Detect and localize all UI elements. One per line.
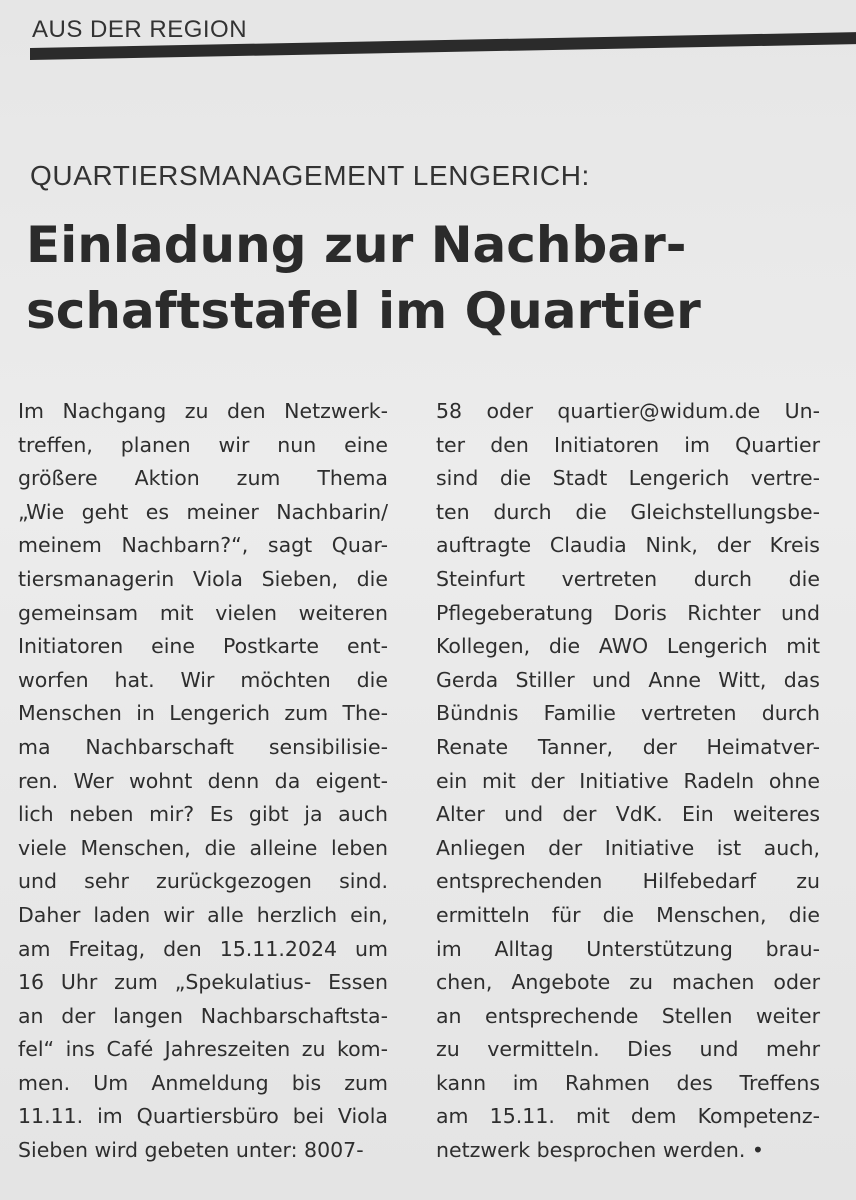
body-text-line: am 15.11. mit dem Kompetenz- — [436, 1104, 820, 1129]
body-text-line: an entsprechende Stellen weiter — [436, 1003, 820, 1028]
body-text-line: Daher laden wir alle herzlich ein, — [18, 902, 388, 927]
body-text-line: gemeinsam mit vielen weiteren — [18, 600, 388, 625]
section-label: AUS DER REGION — [32, 16, 248, 43]
article-kicker: QUARTIERSMANAGEMENT LENGERICH: — [30, 160, 590, 191]
section-header — [30, 14, 856, 66]
article-headline — [26, 212, 836, 344]
body-text-line: netzwerk besprochen werden. • — [436, 1138, 765, 1163]
body-text-line: kann im Rahmen des Treffens — [436, 1070, 820, 1095]
body-text-line: an der langen Nachbarschaftsta- — [18, 1003, 388, 1028]
body-text-line: ten durch die Gleichstellungsbe- — [436, 499, 820, 524]
body-text-line: viele Menschen, die alleine leben — [18, 835, 388, 860]
article-column-left — [18, 395, 388, 1168]
body-text-line: Kollegen, die AWO Lengerich mit — [436, 634, 820, 659]
body-text-line: ter den Initiatoren im Quartier — [436, 432, 820, 457]
body-text-line: ma Nachbarschaft sensibilisie- — [18, 734, 388, 759]
body-text-line: worfen hat. Wir möchten die — [18, 667, 388, 692]
body-text-line: Bündnis Familie vertreten durch — [436, 701, 820, 726]
body-text-line: „Wie geht es meiner Nachbarin/ — [18, 499, 388, 524]
body-text-line: men. Um Anmeldung bis zum — [18, 1070, 388, 1095]
body-text-line: Pflegeberatung Doris Richter und — [436, 600, 820, 625]
body-text-line: ren. Wer wohnt denn da eigent- — [18, 768, 388, 793]
body-text-line: am Freitag, den 15.11.2024 um — [18, 936, 388, 961]
body-text-line: lich neben mir? Es gibt ja auch — [18, 802, 388, 827]
body-text-line: im Alltag Unterstützung brau- — [436, 936, 820, 961]
body-text-line: 16 Uhr zum „Spekulatius- Essen — [18, 970, 388, 995]
body-text-line: 58 oder quartier@widum.de Un- — [436, 399, 820, 423]
body-text-line: 11.11. im Quartiersbüro bei Viola — [18, 1104, 388, 1129]
body-text-line: und sehr zurückgezogen sind. — [18, 869, 388, 894]
body-text-line: ein mit der Initiative Radeln ohne — [436, 768, 820, 793]
body-text-line: Steinfurt vertreten durch die — [436, 566, 820, 591]
body-text-line: Gerda Stiller und Anne Witt, das — [436, 667, 820, 692]
body-text-line: entsprechenden Hilfebedarf zu — [436, 869, 820, 894]
body-text-line: größere Aktion zum Thema — [18, 466, 388, 491]
body-text-line: zu vermitteln. Dies und mehr — [436, 1037, 820, 1062]
body-text-line: auftragte Claudia Nink, der Kreis — [436, 533, 820, 558]
body-text-line: treffen, planen wir nun eine — [18, 432, 388, 457]
body-text-line: chen, Angebote zu machen oder — [436, 970, 820, 995]
body-text-line: ermitteln für die Menschen, die — [436, 902, 820, 927]
body-text-line: fel“ ins Café Jahreszeiten zu kom- — [18, 1037, 388, 1062]
body-text-line: Anliegen der Initiative ist auch, — [436, 835, 820, 860]
body-text-line: sind die Stadt Lengerich vertre- — [436, 466, 820, 491]
body-text-line: Renate Tanner, der Heimatver- — [436, 734, 820, 759]
headline-line: schaftstafel im Quartier — [26, 282, 701, 340]
body-text-line: Sieben wird gebeten unter: 8007- — [18, 1138, 364, 1163]
body-text-line: Initiatoren eine Postkarte ent- — [18, 634, 388, 659]
body-text-line: Menschen in Lengerich zum The- — [18, 701, 388, 726]
body-text-line: meinem Nachbarn?“, sagt Quar- — [18, 533, 388, 558]
body-text-line: Alter und der VdK. Ein weiteres — [436, 802, 820, 827]
body-text-line: tiersmanagerin Viola Sieben, die — [18, 566, 388, 591]
body-text-line: Im Nachgang zu den Netzwerk- — [18, 399, 388, 423]
headline-line: Einladung zur Nachbar- — [26, 216, 687, 274]
article-column-right — [436, 395, 820, 1168]
